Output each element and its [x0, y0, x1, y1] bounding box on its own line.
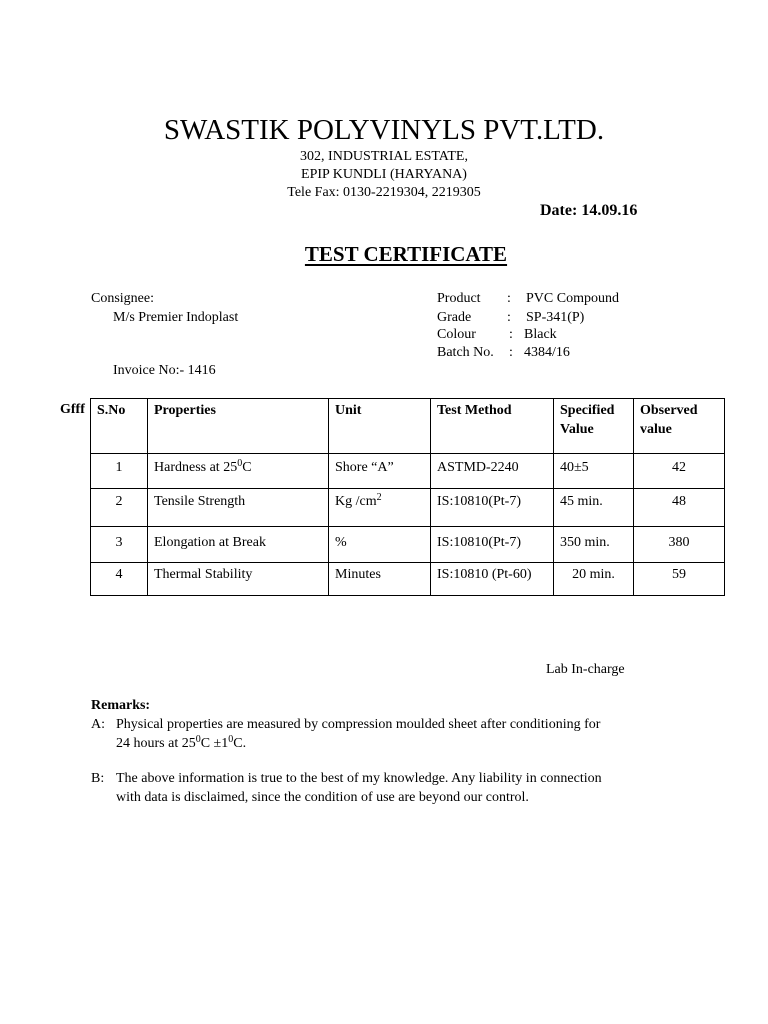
batch-label: Batch No. — [437, 345, 494, 360]
cell-unit: % — [329, 527, 431, 563]
cell-method: IS:10810(Pt-7) — [431, 489, 554, 527]
colour-separator: : — [509, 327, 513, 342]
document-title: TEST CERTIFICATE — [304, 242, 508, 266]
cell-method: IS:10810(Pt-7) — [431, 527, 554, 563]
remark-a-label: A: — [91, 717, 105, 732]
grade-label: Grade — [437, 310, 472, 325]
cell-property: Tensile Strength — [148, 489, 329, 527]
cell-method: IS:10810 (Pt-60) — [431, 563, 554, 596]
cell-specified: 45 min. — [554, 489, 634, 527]
remark-a-line-1: Physical properties are measured by compression moulded sheet after conditioning for — [116, 717, 601, 732]
product-label: Product — [437, 291, 481, 306]
company-address-line-2: EPIP KUNDLI (HARYANA) — [301, 167, 467, 182]
cell-sno: 1 — [91, 454, 148, 489]
header-sno: S.No — [91, 399, 148, 454]
stray-text: Gfff — [60, 402, 85, 417]
table-header-row — [91, 399, 725, 454]
cell-sno: 3 — [91, 527, 148, 563]
cell-sno: 4 — [91, 563, 148, 596]
header-test-method: Test Method — [431, 399, 554, 454]
company-telefax: Tele Fax: 0130-2219304, 2219305 — [287, 185, 481, 200]
table-row — [91, 527, 725, 563]
colour-label: Colour — [437, 327, 476, 342]
cell-observed: 59 — [634, 563, 725, 596]
product-separator: : — [507, 291, 511, 306]
test-results-table — [90, 398, 725, 596]
cell-specified: 40±5 — [554, 454, 634, 489]
remark-b-label: B: — [91, 771, 105, 786]
certificate-date: Date: 14.09.16 — [540, 202, 638, 219]
cell-observed: 48 — [634, 489, 725, 527]
colour-value: Black — [524, 327, 557, 342]
consignee-label: Consignee: — [91, 291, 154, 306]
grade-value: SP-341(P) — [526, 310, 585, 325]
table-row — [91, 563, 725, 596]
table-row — [91, 489, 725, 527]
cell-unit: Shore “A” — [329, 454, 431, 489]
header-unit: Unit — [329, 399, 431, 454]
remark-b-line-1: The above information is true to the best of my knowledge. Any liability in connection — [116, 771, 602, 786]
header-observed-value: Observed value — [634, 399, 725, 454]
header-specified-value: Specified Value — [554, 399, 634, 454]
product-value: PVC Compound — [526, 291, 619, 306]
company-name: SWASTIK POLYVINYLS PVT.LTD. — [163, 114, 605, 146]
cell-property: Elongation at Break — [148, 527, 329, 563]
remarks-heading: Remarks: — [91, 698, 151, 713]
header-properties: Properties — [148, 399, 329, 454]
cell-sno: 2 — [91, 489, 148, 527]
cell-property: Hardness at $25^0C$ — [148, 454, 329, 489]
cell-observed: 42 — [634, 454, 725, 489]
batch-value: 4384/16 — [524, 345, 570, 360]
company-address-line-1: 302, INDUSTRIAL ESTATE, — [300, 149, 468, 164]
consignee-name: M/s Premier Indoplast — [113, 310, 239, 325]
remark-b-line-2: with data is disclaimed, since the condition of use are beyond our control. — [116, 790, 529, 805]
cell-unit: Kg $/cm^2$ — [329, 489, 431, 527]
cell-property: Thermal Stability — [148, 563, 329, 596]
cell-method: ASTMD-2240 — [431, 454, 554, 489]
table-row — [91, 454, 725, 489]
cell-observed: 380 — [634, 527, 725, 563]
batch-separator: : — [509, 345, 513, 360]
grade-separator: : — [507, 310, 511, 325]
cell-specified: 20 min. — [554, 563, 634, 596]
cell-unit: Minutes — [329, 563, 431, 596]
lab-incharge-signature-label: Lab In-charge — [546, 662, 625, 677]
invoice-number: Invoice No:- 1416 — [113, 363, 216, 378]
remark-a-line-2: 24 hours at $25^0C \pm 1^0C$. — [116, 734, 247, 751]
cell-specified: 350 min. — [554, 527, 634, 563]
